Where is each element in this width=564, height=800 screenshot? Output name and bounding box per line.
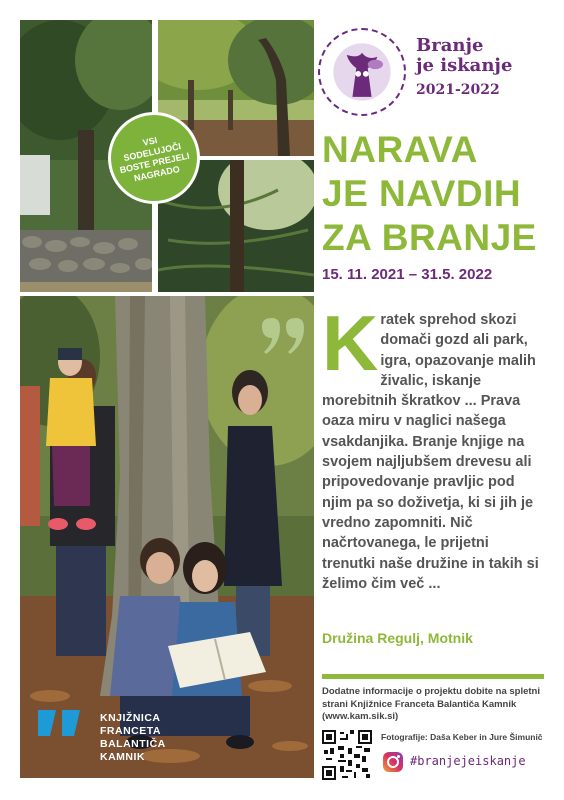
divider xyxy=(322,674,544,679)
instagram-icon[interactable] xyxy=(383,752,403,772)
campaign-dates: 15. 11. 2021 – 31.5. 2022 xyxy=(322,266,493,283)
library-logo-text: KNJIŽNICA FRANCETA BALANTIČA KAMNIK xyxy=(100,712,166,763)
photo-credits: Fotografije: Daša Keber in Jure Šimunič xyxy=(381,732,543,742)
story-body: ratek sprehod skozi domači gozd ali park, igra, opazovanje malih živalic, iskanje morebitnih škratkov ... Prava oaza miru v naglici našega vsakdanjika. Branje knjige na svojem najljubšem drevesu ali pripovedovanje pravljic pod njim pa so doživetja, ki si jih je vredno zapomniti. Nič načrtovanega, le prijetni trenutki naše družine in takih si želimo čim več ... xyxy=(322,312,539,592)
prize-badge-text: VSI SODELUJOČI BOSTE PREJELI NAGRADO xyxy=(119,134,191,184)
quote-icon xyxy=(258,318,308,358)
qr-code[interactable] xyxy=(322,730,372,780)
campaign-logo-icon xyxy=(318,28,406,116)
logo-years: 2021-2022 xyxy=(416,82,500,98)
story-dropcap: K xyxy=(322,299,379,387)
hashtag[interactable]: #branjejeiskanje xyxy=(410,754,526,768)
story-text xyxy=(322,299,544,594)
story-signature: Družina Regulj, Motnik xyxy=(322,630,473,646)
logo-title: Branje je iskanje xyxy=(416,35,513,76)
photo-family-reading xyxy=(20,296,314,778)
headline: NARAVA JE NAVDIH ZA BRANJE xyxy=(322,129,537,258)
info-text: Dodatne informacije o projektu dobite na spletni strani Knjižnice Franceta Balantiča Kamnik (www.kam.sik.si) xyxy=(322,686,540,722)
prize-badge xyxy=(108,112,200,204)
